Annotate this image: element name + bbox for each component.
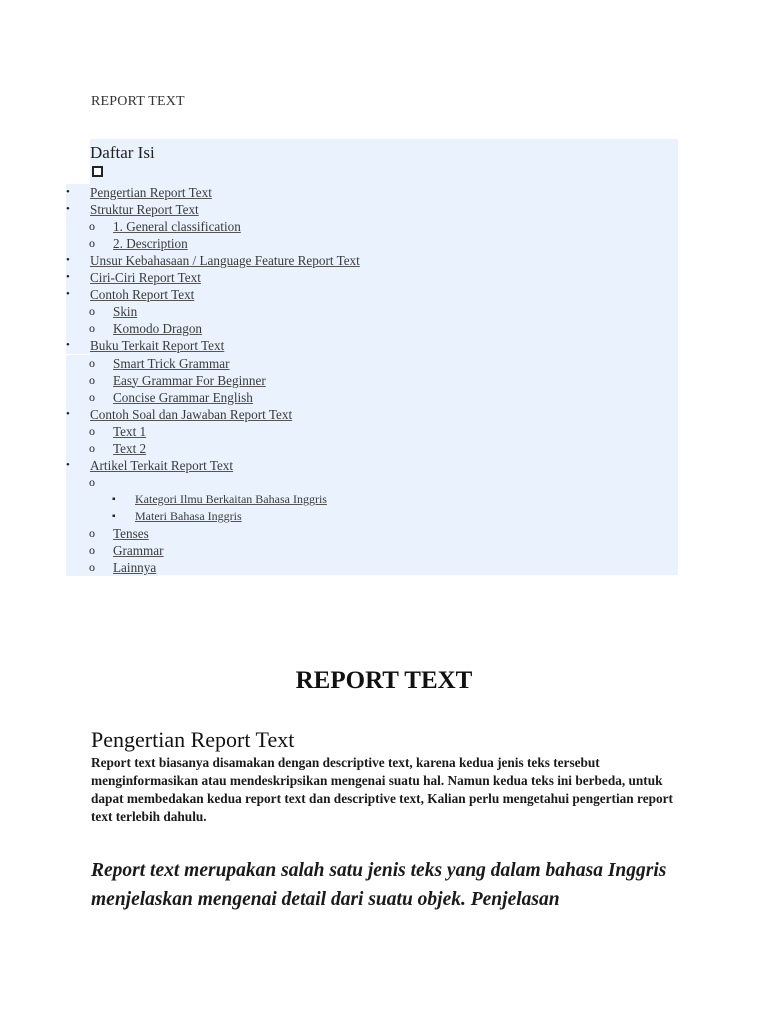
circle-bullet-icon: o (89, 560, 95, 575)
bullet-icon: • (66, 254, 70, 267)
article-title: REPORT TEXT (295, 667, 473, 694)
toc-toggle-checkbox[interactable] (92, 166, 103, 177)
definition-paragraph: Report text merupakan salah satu jenis teks yang dalam bahasa Inggris menjelaskan mengenai detail dari suatu objek. Penjelasan (91, 860, 667, 910)
document-label: REPORT TEXT (91, 94, 185, 109)
circle-bullet-icon: o (89, 321, 95, 336)
toc-item-link[interactable]: Pengertian Report Text (90, 185, 212, 200)
circle-bullet-icon: o (89, 219, 95, 234)
toc-item-link[interactable]: Artikel Terkait Report Text (90, 457, 234, 473)
toc-item-link[interactable]: Kategori Ilmu Berkaitan Bahasa Inggris (135, 491, 327, 506)
toc-item-link[interactable]: Grammar (113, 543, 164, 559)
toc-item-link[interactable]: Tenses (113, 526, 149, 541)
toc-item-link[interactable]: Easy Grammar For Beginner (113, 372, 266, 388)
circle-bullet-icon: o (89, 236, 95, 251)
circle-bullet-icon: o (89, 543, 95, 558)
square-bullet-icon: ▪ (112, 493, 116, 505)
toc-item-link[interactable]: Smart Trick Grammar (113, 355, 230, 371)
toc-item-link[interactable]: Concise Grammar English (113, 389, 253, 405)
toc-item-link[interactable]: Lainnya (113, 560, 157, 576)
toc-title: Daftar Isi (90, 143, 155, 162)
toc-item-link[interactable]: Contoh Soal dan Jawaban Report Text (90, 406, 293, 422)
section-heading: Pengertian Report Text (91, 727, 295, 752)
circle-bullet-icon: o (89, 304, 95, 319)
toc-item-link[interactable]: Skin (113, 304, 138, 320)
toc-item-link[interactable]: Text 2 (113, 440, 147, 456)
toc-item-link[interactable]: Buku Terkait Report Text (90, 338, 225, 354)
toc-item-link[interactable]: Ciri-Ciri Report Text (90, 270, 201, 286)
toc-item-link[interactable]: Contoh Report Text (90, 287, 195, 303)
circle-bullet-icon: o (89, 440, 95, 455)
circle-bullet-icon: o (89, 423, 95, 438)
bullet-icon: • (66, 203, 70, 216)
circle-bullet-icon: o (89, 372, 95, 387)
bullet-icon: • (66, 339, 70, 352)
toc-item-link[interactable]: Text 1 (113, 423, 147, 439)
toc-item-link[interactable]: Komodo Dragon (113, 321, 203, 337)
circle-bullet-icon: o (89, 526, 95, 540)
circle-bullet-icon: o (89, 389, 95, 404)
bullet-icon: • (66, 271, 70, 284)
toc-item-link[interactable]: Unsur Kebahasaan / Language Feature Report Text (90, 253, 360, 269)
table-of-contents (66, 139, 678, 575)
intro-paragraph: Report text biasanya disamakan dengan descriptive text, karena kedua jenis teks tersebut menginformasikan atau mendeskripsikan mengenai suatu hal. Namun kedua teks ini berbeda, untuk dapat membedakan kedua report text dan descriptive text, Kalian perlu mengetahui pengertian report text terlebih dahulu. (91, 755, 673, 824)
bullet-icon: • (66, 407, 70, 420)
bullet-icon: • (66, 288, 70, 301)
toc-item-link[interactable]: 2. Description (113, 236, 188, 252)
square-bullet-icon: ▪ (112, 510, 116, 522)
toc-item-link[interactable]: Materi Bahasa Inggris (135, 508, 242, 523)
bullet-icon: • (66, 458, 70, 471)
bullet-icon: • (66, 186, 70, 198)
circle-bullet-icon: o (89, 474, 95, 489)
toc-item-link[interactable]: 1. General classification (113, 219, 241, 235)
circle-bullet-icon: o (89, 355, 95, 370)
toc-item-link[interactable]: Struktur Report Text (90, 202, 199, 218)
